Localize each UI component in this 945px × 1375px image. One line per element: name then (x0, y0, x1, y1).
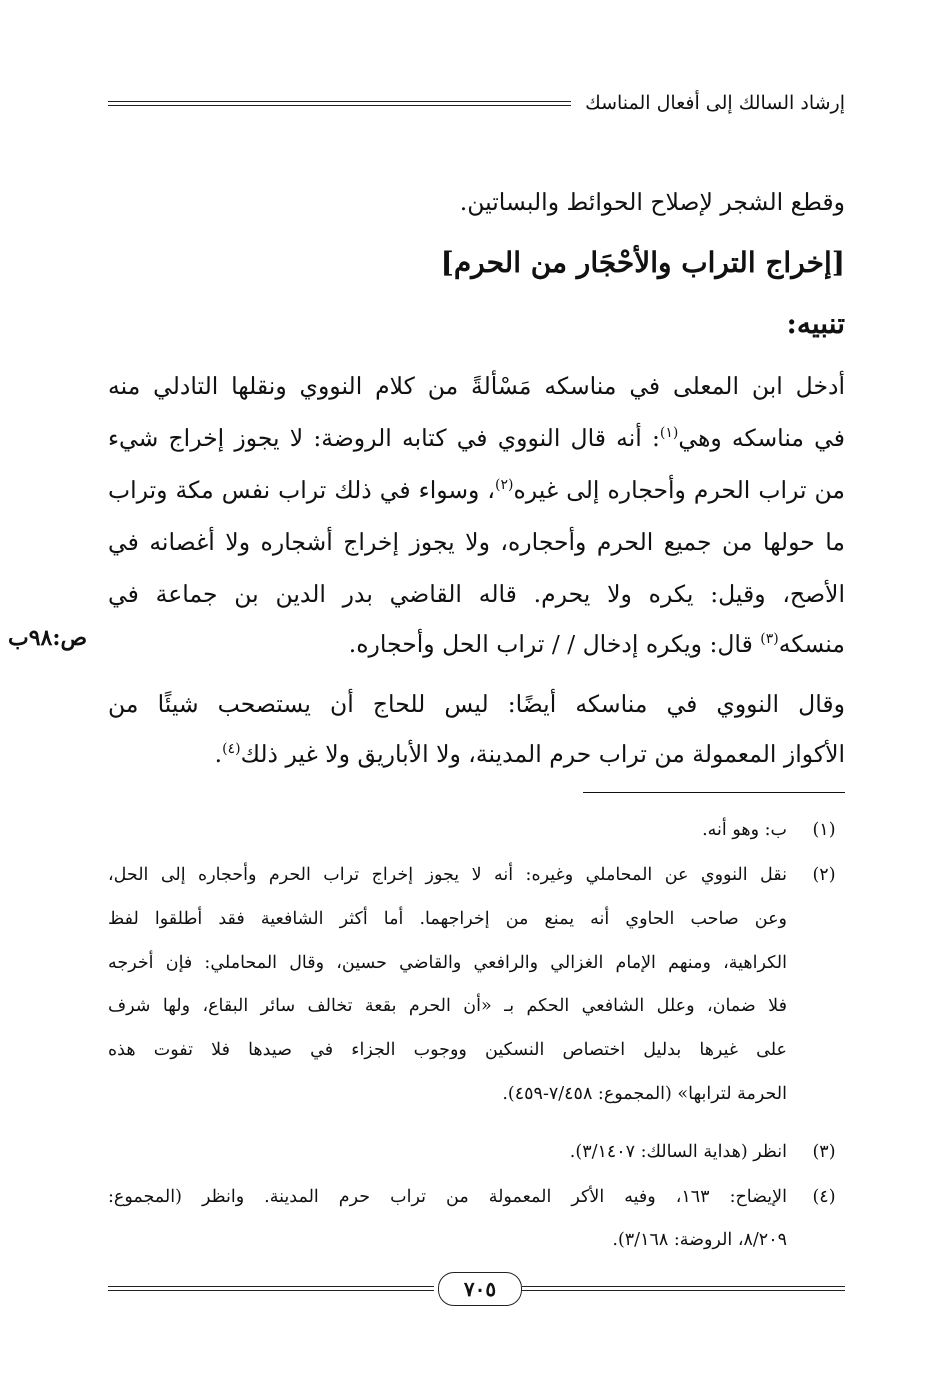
text-segment: في مناسكه وهي (678, 424, 845, 452)
text-segment: قال: ويكره إدخال / / تراب الحل وأحجاره. (348, 630, 761, 658)
footer-rule (522, 1286, 845, 1291)
text-segment: الأكواز المعمولة من تراب حرم المدينة، ولا الأباريق ولا غير ذلك (240, 740, 845, 768)
footnote-text-line: الحرمة لترابها» (المجموع: ٧/٤٥٨-٤٥٩). (502, 1084, 787, 1104)
header-rule (108, 101, 571, 106)
paragraph-1-line-1: أدخل ابن المعلى في مناسكه مَسْألةً من كلام النووي ونقلها التادلي منه (108, 372, 845, 400)
footnote-text-line: على غيرها بدليل اختصاص النسكين ووجوب الجزاء في صيدها فلا تفوت هذه (108, 1040, 787, 1060)
footnote-number: (١) (812, 820, 836, 840)
footnote-text-line: الكراهية، ومنهم الإمام الغزالي والرافعي والقاضي حسين، وقال المحاملي: فإن أخرجه (108, 953, 787, 973)
text-segment: . (214, 740, 223, 768)
footnote-text-line: ب: وهو أنه. (702, 820, 787, 840)
paragraph-1-line-5: الأصح، وقيل: يكره ولا يحرم. قاله القاضي بدر الدين بن جماعة في (108, 580, 845, 608)
footnote-ref-4: (٤) (222, 741, 241, 758)
footnote-ref-3: (٣) (760, 631, 779, 648)
paragraph-1-line-4: ما حولها من جميع الحرم وأحجاره، ولا يجوز إخراج أشجاره ولا أغصانه في (108, 528, 845, 556)
footnote-text-line: الإيضاح: ١٦٣، وفيه الأكر المعمولة من تراب حرم المدينة. وانظر (المجموع: (108, 1187, 787, 1207)
text-segment: : أنه قال النووي في كتابه الروضة: لا يجوز إخراج شيء (108, 424, 660, 452)
footnote-text-line: ٨/٢٠٩، الروضة: ٣/١٦٨). (612, 1230, 787, 1250)
footnote-text-line: نقل النووي عن المحاملي وغيره: أنه لا يجوز إخراج تراب الحرم وأحجاره إلى الحل، (108, 865, 787, 885)
paragraph-2-line-2 (108, 740, 845, 768)
footnote-text-line: فلا ضمان، وعلل الشافعي الحكم بـ «أن الحرم بقعة تخالف سائر البقاع، ولها شرف (108, 996, 787, 1016)
subheading: تنبيه: (786, 307, 845, 340)
paragraph-1-line-3 (108, 476, 845, 504)
footnote-text-line: وعن صاحب الحاوي أنه يمنع من إخراجهما. أما أكثر الشافعية فقد أطلقوا لفظ (108, 909, 787, 929)
text-segment: من تراب الحرم وأحجاره إلى غيره (513, 476, 845, 504)
footnote-number: (٤) (812, 1187, 836, 1207)
manuscript-folio-note: ص:٩٨ب (8, 625, 88, 651)
footnote-3 (108, 1142, 845, 1170)
footnote-1 (108, 820, 845, 848)
text-segment: منسكه (778, 630, 845, 658)
section-heading: [إخراج التراب والأحْجَار من الحرم] (440, 246, 845, 279)
page-footer (108, 1276, 845, 1306)
footnote-number: (٣) (812, 1142, 836, 1162)
footnote-number: (٢) (812, 865, 836, 885)
footnote-ref-1: (١) (659, 425, 679, 442)
paragraph-2-line-1: وقال النووي في مناسكه أيضًا: ليس للحاج أن يستصحب شيئًا من (108, 690, 845, 718)
paragraph-1-line-6 (108, 630, 845, 658)
running-header (108, 88, 845, 118)
text-segment: ، وسواء في ذلك تراب نفس مكة وتراب (108, 476, 496, 504)
footnote-text-line: انظر (هداية السالك: ٣/١٤٠٧). (569, 1142, 787, 1162)
page-number: ٧٠٥ (438, 1272, 522, 1306)
intro-line: وقطع الشجر لإصلاح الحوائط والبساتين. (459, 188, 845, 216)
paragraph-1-line-2 (108, 424, 845, 452)
footnote-4 (108, 1187, 845, 1257)
footer-rule (108, 1286, 434, 1291)
footnote-2 (108, 865, 845, 1125)
footnote-separator (583, 792, 845, 793)
footnote-ref-2: (٢) (495, 477, 514, 494)
book-title: إرشاد السالك إلى أفعال المناسك (585, 92, 845, 114)
